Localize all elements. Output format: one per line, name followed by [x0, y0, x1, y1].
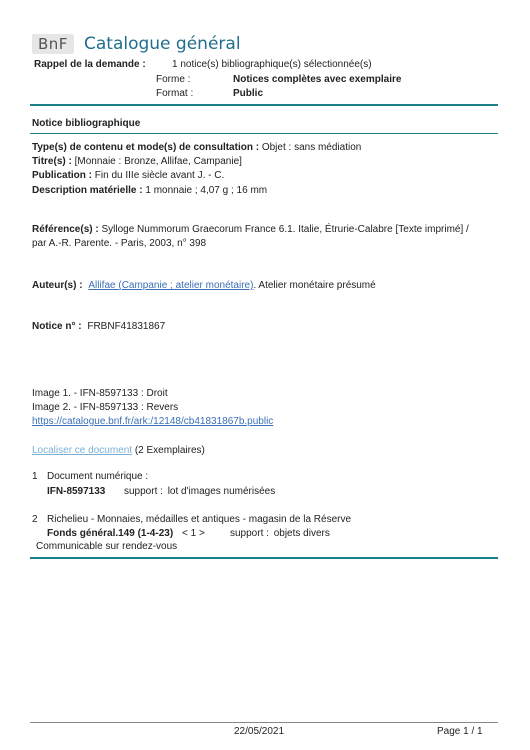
- auteur-suffix: . Atelier monétaire présumé: [253, 280, 376, 291]
- notice-number-value: FRBNF41831867: [87, 321, 166, 332]
- exemplaire-1-id: IFN-8597133: [47, 486, 106, 497]
- titre-row: [32, 156, 242, 168]
- request-label: Rappel de la demande :: [34, 59, 146, 70]
- auteur-link[interactable]: Allifae (Campanie ; atelier monétaire): [88, 280, 254, 291]
- notice-number-label: Notice n° :: [32, 321, 82, 332]
- description-row: [32, 185, 267, 197]
- exemplaire-1-name: Document numérique :: [47, 471, 149, 482]
- image-1-line: Image 1. - IFN-8597133 : Droit: [32, 388, 168, 399]
- exemplaires-count: (2 Exemplaires): [134, 445, 205, 456]
- exemplaire-2-name: Richelieu - Monnaies, médailles et antiques - magasin de la Réserve: [47, 514, 352, 525]
- exemplaire-1-support-label: support :: [124, 486, 163, 497]
- format-value: Public: [233, 88, 264, 99]
- bnf-logo-text: BnF: [38, 35, 68, 53]
- image-2-line: Image 2. - IFN-8597133 : Revers: [32, 402, 179, 413]
- request-value: 1 notice(s) bibliographique(s) sélectionnée(s): [172, 59, 372, 70]
- exemplaire-1-number: 1: [32, 471, 38, 482]
- header-divider: [30, 104, 498, 106]
- content-end-divider: [30, 557, 498, 559]
- publication-row: [32, 170, 224, 182]
- exemplaire-2-support-label: support :: [230, 528, 269, 539]
- description-label: Description matérielle :: [32, 185, 143, 196]
- exemplaire-1-support: [124, 486, 275, 498]
- exemplaire-2-pager[interactable]: < 1 >: [182, 528, 205, 539]
- publication-label: Publication :: [32, 170, 92, 181]
- exemplaire-1-support-value: lot d'images numérisées: [167, 486, 276, 497]
- localiser-link[interactable]: Localiser ce document: [32, 445, 133, 456]
- reference-value-line1: Sylloge Nummorum Graecorum France 6.1. Italie, Étrurie-Calabre [Texte imprimé] /: [101, 224, 469, 235]
- exemplaire-2-id: Fonds général.149 (1-4-23): [47, 528, 174, 539]
- type-value: Objet : sans médiation: [261, 142, 362, 153]
- reference-row: [32, 224, 469, 236]
- bnf-logo: [32, 34, 74, 54]
- notice-number-row: [32, 321, 165, 333]
- titre-value: [Monnaie : Bronze, Allifae, Campanie]: [74, 156, 242, 167]
- exemplaire-2-note: Communicable sur rendez-vous: [36, 541, 178, 552]
- localiser-row: [32, 445, 205, 457]
- ark-link[interactable]: https://catalogue.bnf.fr/ark:/12148/cb41831867b.public: [32, 416, 274, 427]
- auteur-row: [32, 280, 376, 292]
- exemplaire-2-number: 2: [32, 514, 38, 525]
- footer-page-number: Page 1 / 1: [437, 726, 483, 737]
- reference-label: Référence(s) :: [32, 224, 99, 235]
- type-row: [32, 142, 361, 154]
- exemplaire-2-support-value: objets divers: [273, 528, 330, 539]
- page-title: Catalogue général: [84, 34, 241, 54]
- exemplaire-2-support: [230, 528, 330, 540]
- auteur-label: Auteur(s) :: [32, 280, 83, 291]
- reference-value-line2: par A.-R. Parente. - Paris, 2003, n° 398: [32, 238, 207, 249]
- format-label: Format :: [156, 88, 194, 99]
- forme-label: Forme :: [156, 74, 191, 85]
- footer-divider: [30, 722, 498, 723]
- section-title: Notice bibliographique: [32, 118, 141, 129]
- description-value: 1 monnaie ; 4,07 g ; 16 mm: [145, 185, 268, 196]
- type-label: Type(s) de contenu et mode(s) de consultation :: [32, 142, 260, 153]
- forme-value: Notices complètes avec exemplaire: [233, 74, 402, 85]
- footer-date: 22/05/2021: [234, 726, 285, 737]
- publication-value: Fin du IIIe siècle avant J. - C.: [94, 170, 225, 181]
- section-divider: [30, 133, 498, 134]
- titre-label: Titre(s) :: [32, 156, 72, 167]
